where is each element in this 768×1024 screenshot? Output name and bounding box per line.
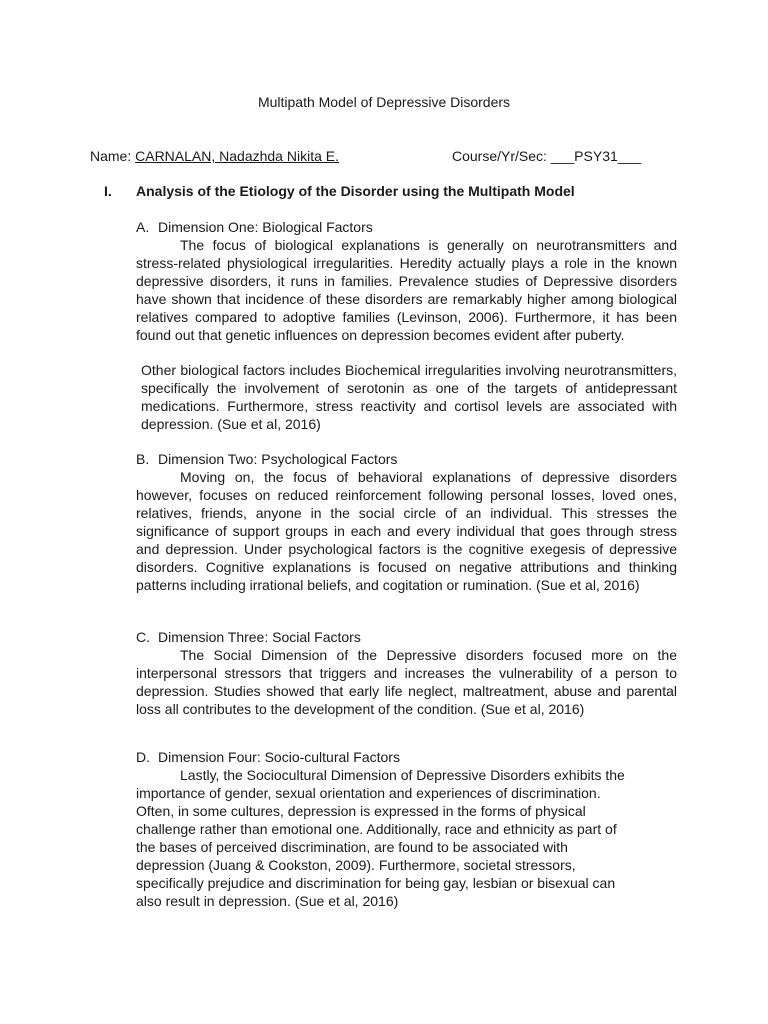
name-label: Name: [90, 148, 132, 164]
dimension-title: Dimension One: Biological Factors [158, 219, 373, 235]
dimension-b-paragraph-1 [136, 468, 677, 594]
student-name: CARNALAN, Nadazhda Nikita E. [135, 148, 339, 164]
course-line [452, 147, 641, 165]
paragraph-text: Moving on, the focus of behavioral explanations of depressive disorders however, focuses on reduced reinforcement following personal losses, loved ones, relatives, friends, anyone in the social circle of an individual. This stresses the significance of support groups in each and every individual that goes through stress and depression. Under psychological factors is the cognitive exegesis of depressive disorders. Cognitive explanations is focused on negative attributions and thinking patterns including irrational beliefs, and cogitation or rumination. (Sue et al, 2016) [136, 469, 677, 593]
dimension-d-title [136, 748, 676, 766]
paragraph-text: Other biological factors includes Biochemical irregularities involving neurotransmitters, specifically the involvement of serotonin as one of the targets of antidepressant medications. Furthermore, stress reactivity and cortisol levels are associated with depression. (Sue et al, 2016) [141, 362, 677, 432]
dimension-b-title [136, 450, 676, 468]
dimension-letter: A. [136, 219, 150, 235]
paragraph-text: Lastly, the Sociocultural Dimension of Depressive Disorders exhibits the importance of gender, sexual orientation and experiences of discrimination. Often, in some cultures, depression is expressed in the forms of physical challenge rather than emotional one. Additionally, race and ethnicity as part of the bases of perceived discrimination, are found to be associated with depression (Juang & Cookston, 2009). Furthermore, societal stressors, specifically prejudice and discrimination for being gay, lesbian or bisexual can also result in depression. (Sue et al, 2016) [136, 767, 625, 909]
section-heading-text: Analysis of the Etiology of the Disorder using the Multipath Model [136, 183, 575, 199]
paragraph-text: The focus of biological explanations is generally on neurotransmitters and stress-related physiological irregularities. Heredity actually plays a role in the known depressive disorders, it runs in families. Prevalence studies of Depressive disorders have shown that incidence of these disorders are remarkably higher among biological relatives compared to adoptive families (Levinson, 2006). Furthermore, it has been found out that genetic influences on depression becomes evident after puberty. [136, 237, 677, 343]
course-label: Course/Yr/Sec: [452, 148, 547, 164]
dimension-title: Dimension Four: Socio-cultural Factors [158, 749, 400, 765]
dimension-title: Dimension Two: Psychological Factors [158, 451, 398, 467]
section-number: I. [104, 183, 112, 199]
dimension-a-paragraph-1 [136, 236, 677, 344]
dimension-c-title [136, 628, 676, 646]
dimension-letter: B. [136, 451, 150, 467]
section-heading [104, 182, 664, 200]
paragraph-text: The Social Dimension of the Depressive disorders focused more on the interpersonal stressors that triggers and increases the vulnerability of a person to depression. Studies showed that early life neglect, maltreatment, abuse and parental loss all contributes to the development of the condition. (Sue et al, 2016) [136, 647, 677, 717]
dimension-a-title [136, 218, 676, 236]
dimension-d-paragraph-1 [136, 766, 636, 910]
course-value: ___PSY31___ [550, 148, 642, 164]
dimension-c-paragraph-1 [136, 646, 677, 718]
document-title: Multipath Model of Depressive Disorders [257, 94, 511, 110]
dimension-a-paragraph-2 [141, 361, 677, 433]
dimension-letter: C. [136, 629, 150, 645]
dimension-title: Dimension Three: Social Factors [158, 629, 361, 645]
dimension-letter: D. [136, 749, 150, 765]
